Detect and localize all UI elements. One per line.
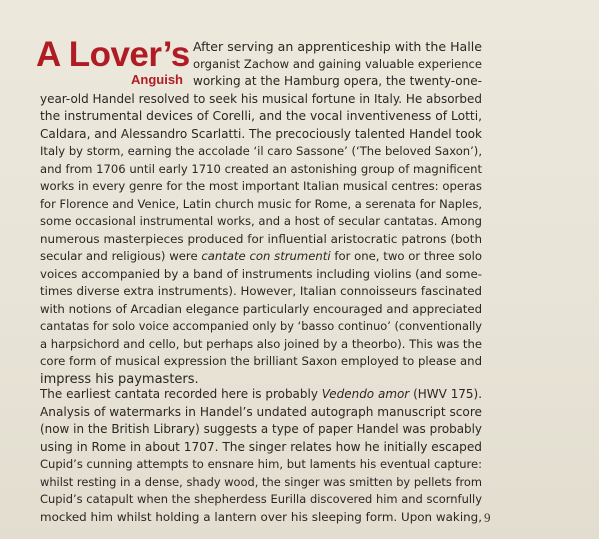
paragraph1-line: some occasional instrumental works, and a host of secular cantatas. Among <box>40 214 482 228</box>
paragraph1-line: impress his paymasters. <box>40 372 199 387</box>
paragraph1-line: the instrumental devices of Corelli, and the vocal inventiveness of Lotti, <box>40 109 482 123</box>
paragraph1-line: year-old Handel resolved to seek his musical fortune in Italy. He absorbed <box>40 92 482 106</box>
paragraph2-line: The earliest cantata recorded here is probably Vedendo amor (HWV 175). <box>40 387 483 401</box>
page-number: 9 <box>484 510 491 525</box>
paragraph1-line: Italy by storm, earning the accolade ‘il caro Sassone’ (‘The beloved Saxon’), <box>40 144 482 158</box>
section-subtitle: Anguish <box>131 72 183 87</box>
paragraph1-line: and from 1706 until early 1710 created an astonishing group of magnificent <box>40 162 482 176</box>
paragraph1-line: voices accompanied by a band of instruments including violins (and some- <box>40 267 482 281</box>
paragraph1-line: cantatas for solo voice accompanied only by ‘basso continuo’ (conventionally <box>40 319 482 333</box>
paragraph2-line: Analysis of watermarks in Handel’s undated autograph manuscript score <box>40 405 482 419</box>
paragraph2-line: mocked him whilst holding a lantern over his sleeping form. Upon waking, <box>40 510 482 524</box>
paragraph1-line: organist Zachow and gaining valuable experience <box>193 57 482 71</box>
paragraph1-line: secular and religious) were cantate con strumenti for one, two or three solo <box>40 249 482 263</box>
paragraph1-line: for Florence and Venice, Latin church music for Rome, a serenata for Naples, <box>40 197 482 211</box>
paragraph1-line: times diverse extra instruments). However, Italian connoisseurs fascinated <box>40 284 482 298</box>
paragraph1-line: a harpsichord and cello, but perhaps also joined by a theorbo). This was the <box>40 337 482 351</box>
paragraph2-line: whilst resting in a dense, shady wood, the singer was smitten by pellets from <box>40 475 482 489</box>
paragraph1-line: with notions of Arcadian elegance particularly encouraged and appreciated <box>40 302 482 316</box>
paragraph1-line: working at the Hamburg opera, the twenty-one- <box>193 74 482 88</box>
paragraph1-line: Caldara, and Alessandro Scarlatti. The precociously talented Handel took <box>40 127 482 141</box>
paragraph2-line: using in Rome in about 1707. The singer relates how he initially escaped <box>40 440 482 454</box>
paragraph1-line: works in every genre for the most important Italian musical centres: operas <box>40 179 482 193</box>
paragraph2-line: Cupid’s catapult when the shepherdess Eurilla discovered him and scornfully <box>40 492 482 506</box>
section-title: A Lover’s <box>36 35 190 74</box>
paragraph1-line: core form of musical expression the brilliant Saxon employed to please and <box>40 354 482 368</box>
paragraph1-line: After serving an apprenticeship with the Halle <box>193 39 482 54</box>
paragraph1-line: numerous masterpieces produced for influential aristocratic patrons (both <box>40 232 482 246</box>
paragraph2-line: Cupid’s cunning attempts to ensnare him, but laments his eventual capture: <box>40 457 482 471</box>
paragraph2-line: (now in the British Library) suggests a type of paper Handel was probably <box>40 422 482 436</box>
